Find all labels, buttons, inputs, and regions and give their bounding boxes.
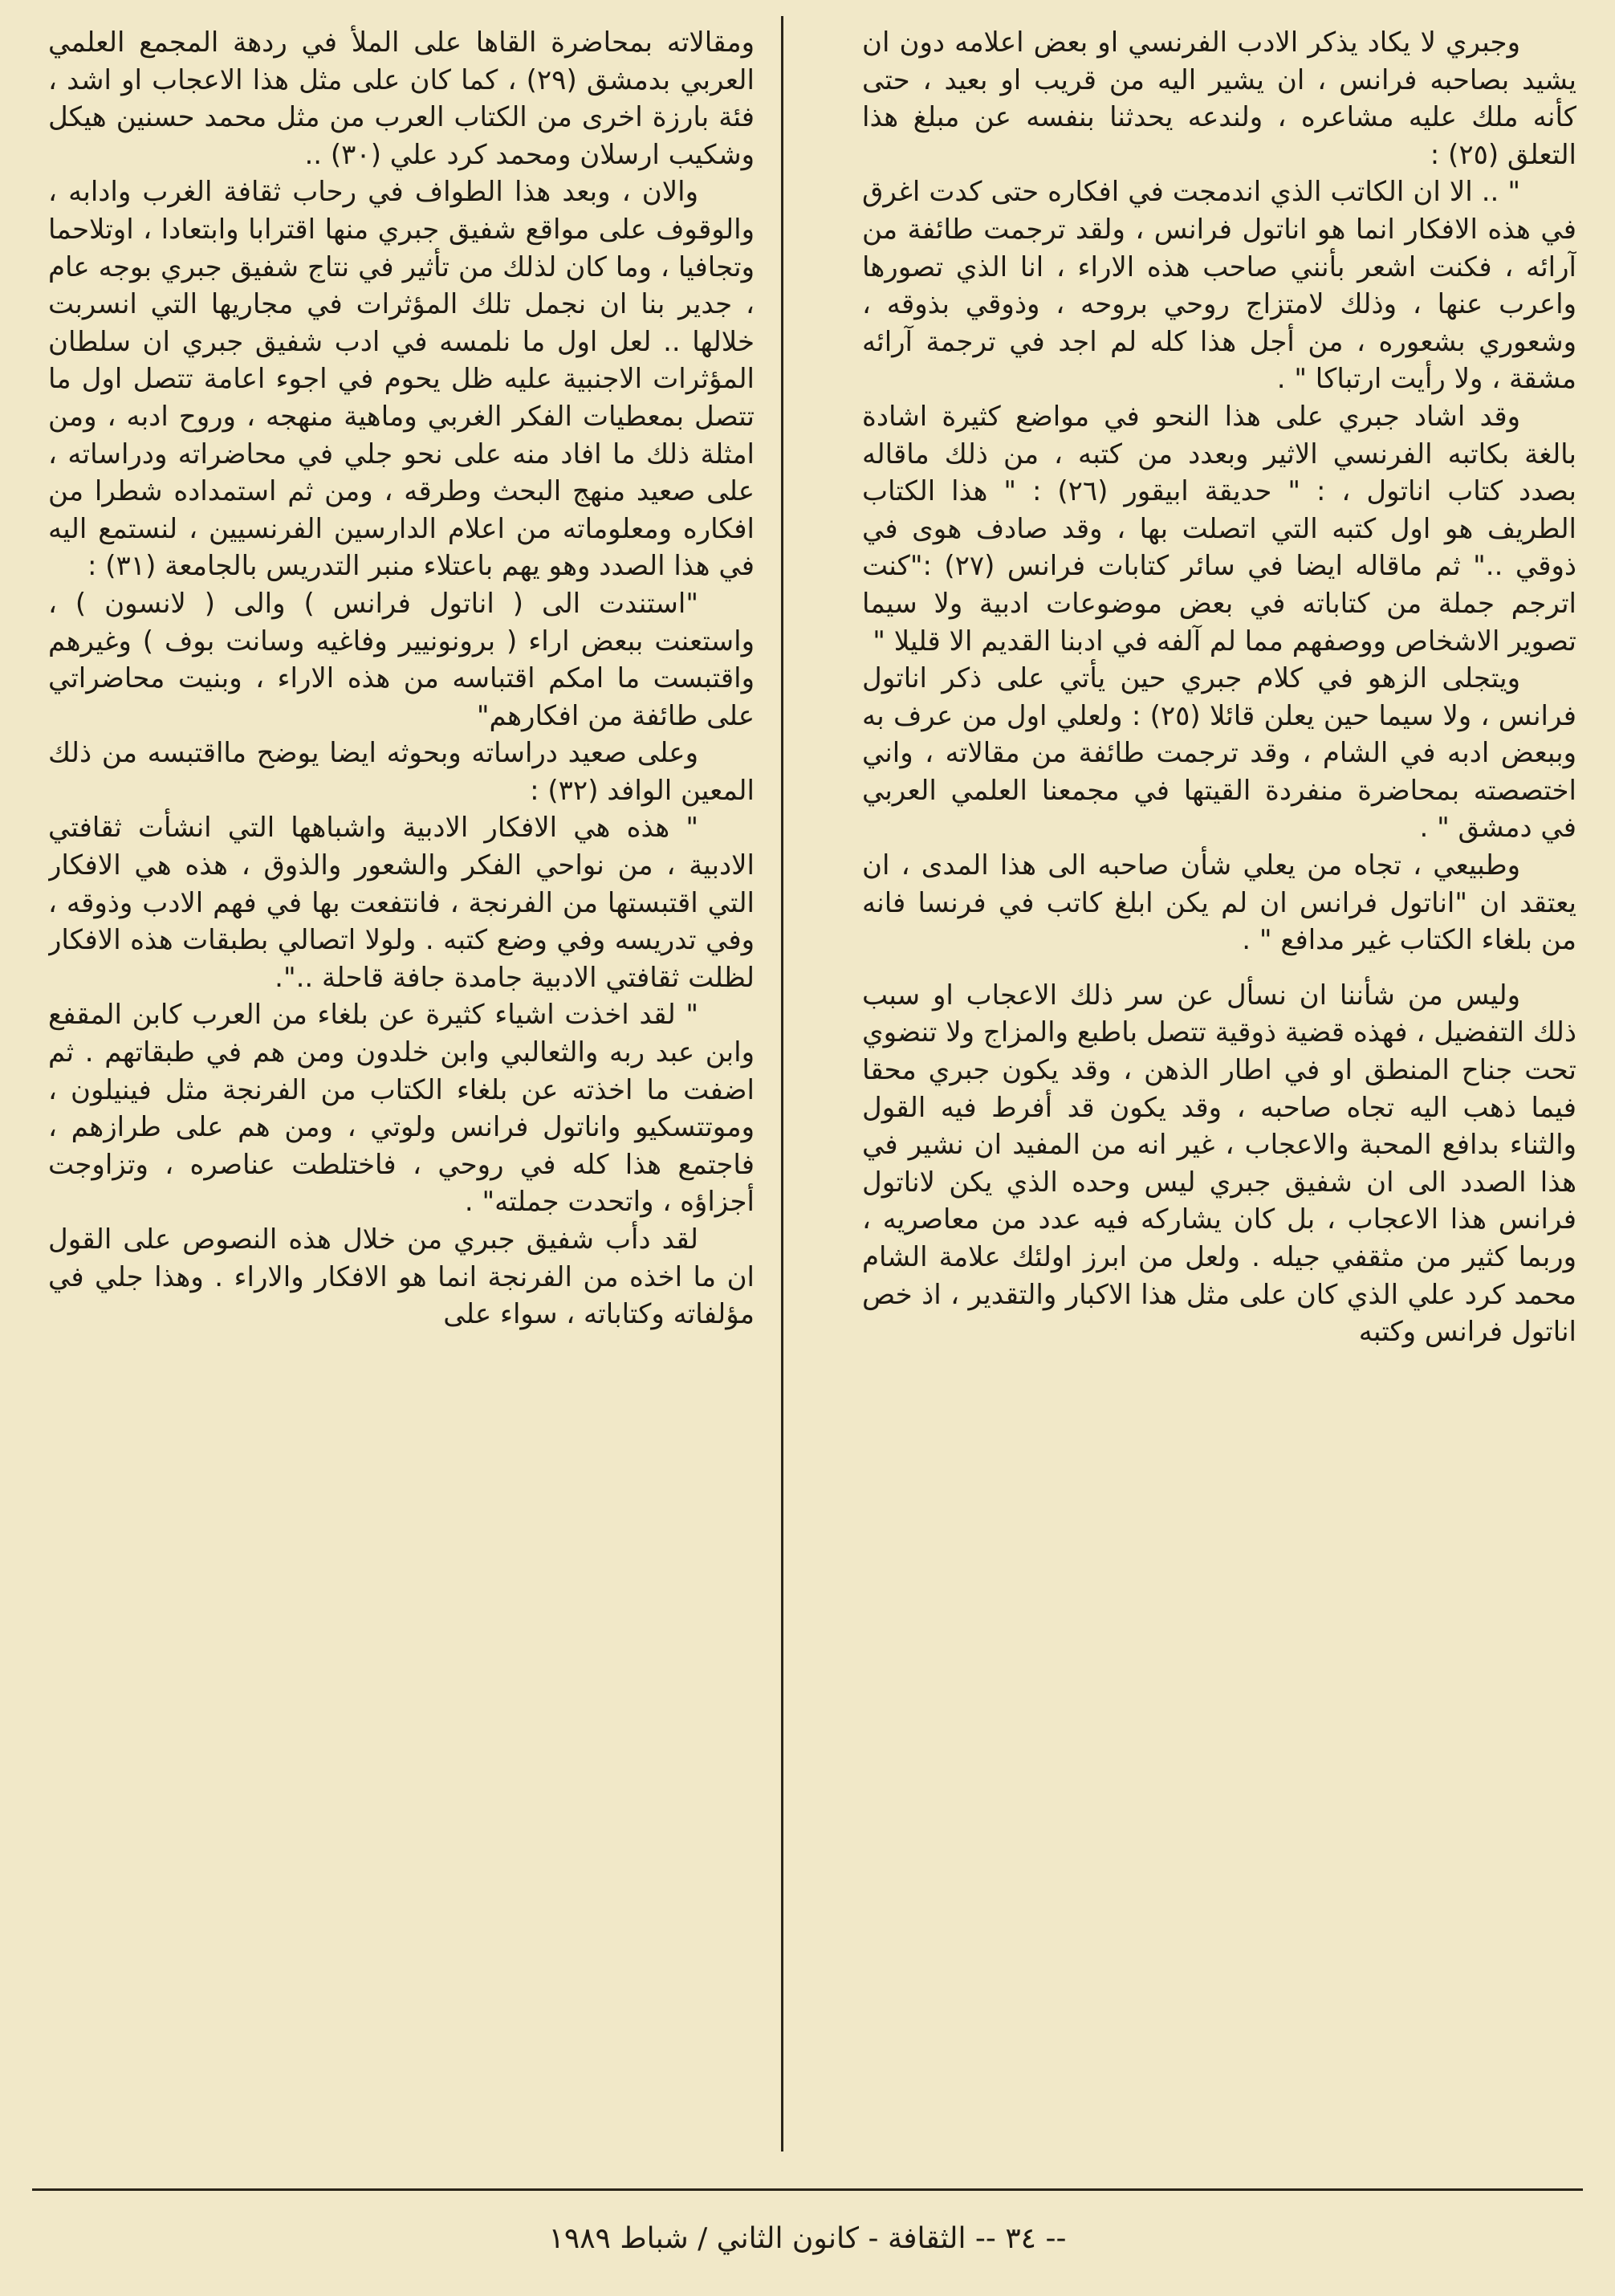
paragraph: وجبري لا يكاد يذكر الادب الفرنسي او بعض اعلامه دون ان يشيد بصاحبه فرانس ، ان يشير اليه من قريب او بعيد ، حتى كأنه ملك عليه مشاعره ، ولندعه يحدثنا بنفسه عن مبلغ هذا التعلق (٢٥) :: [862, 26, 1576, 171]
column-divider: [781, 16, 783, 2151]
quote-paragraph: " هذه هي الافكار الادبية واشباهها التي انشأت ثقافتي الادبية ، من نواحي الفكر والشعور والذوق ، هذه هي الافكار التي اقتبستها من الفرنجة ، فانتفعت بها في فهم الادب وذوقه ، وفي تدريسه وفي وضع كتبه . ولولا اتصالي بطبقات هذه الافكار لظلت ثقافتي الادبية جامدة جافة قاحلة ..".: [48, 812, 755, 994]
footer-rule: [32, 2188, 1583, 2191]
paragraph: لقد دأب شفيق جبري من خلال هذه النصوص على القول ان ما اخذه من الفرنجة انما هو الافكار والاراء . وهذا جلي في مؤلفاته وكتاباته ، سواء على: [48, 1223, 755, 1331]
paragraph: وعلى صعيد دراساته وبحوثه ايضا يوضح مااقتبسه من ذلك المعين الوافد (٣٢) :: [48, 737, 755, 807]
paragraph: ومقالاته بمحاضرة القاها على الملأ في ردهة المجمع العلمي العربي بدمشق (٢٩) ، كما كان على مثل هذا الاعجاب او اشد ، فئة بارزة اخرى من الكتاب العرب من مثل محمد حسنين هيكل وشكيب ارسلان ومحمد كرد علي (٣٠) ..: [48, 26, 755, 171]
page-footer: -- ٣٤ -- الثقافة - كانون الثاني / شباط ١٩٨٩: [548, 2222, 1067, 2255]
right-text-column: [862, 24, 1576, 2143]
paragraph: والان ، وبعد هذا الطواف في رحاب ثقافة الغرب وادابه ، والوقوف على مواقع شفيق جبري منها اقترابا وابتعادا ، اوتلاحما وتجافيا ، وما كان لذلك من تأثير في نتاج شفيق جبري بوجه عام ، جدير بنا ان نجمل تلك المؤثرات في مجاريها التي انسربت خلالها .. لعل اول ما نلمسه في ادب شفيق جبري ان سلطان المؤثرات الاجنبية عليه ظل يحوم في اجوء اعامة تتصل اول ما تتصل بمعطيات الفكر الغربي وماهية منهجه ، وروح ادبه ، ومن امثلة ذلك ما افاد منه على نحو جلي في محاضراته ودراساته ، على صعيد منهج البحث وطرقه ، ومن ثم استمداده شطرا من افكاره ومعلوماته من اعلام الدارسين الفرنسيين ، لنستمع اليه في هذا الصدد وهو يهم باعتلاء منبر التدريس بالجامعة (٣١) :: [48, 176, 755, 583]
quote-paragraph: " .. الا ان الكاتب الذي اندمجت في افكاره حتى كدت اغرق في هذه الافكار انما هو اناتول فرانس ، ولقد ترجمت طائفة من آرائه ، فكنت اشعر بأنني صاحب هذه الاراء ، انا الذي تصورها واعرب عنها ، وذلك لامتزاج روحي بروحه ، وذوقي بذوقه ، وشعوري بشعوره ، من أجل هذا كله لم اجد في ترجمة آرائه مشقة ، ولا رأيت ارتباكا " .: [862, 176, 1576, 396]
paragraph: وطبيعي ، تجاه من يعلي شأن صاحبه الى هذا المدى ، ان يعتقد ان "اناتول فرانس ان لم يكن ابلغ كاتب في فرنسا فانه من بلغاء الكتاب غير مدافع " .: [862, 849, 1576, 957]
paragraph: وليس من شأننا ان نسأل عن سر ذلك الاعجاب او سبب ذلك التفضيل ، فهذه قضية ذوقية تتصل باطبع والمزاج ولا تنضوي تحت جناح المنطق او في اطار الذهن ، وقد يكون جبري محقا فيما ذهب اليه تجاه صاحبه ، وقد يكون قد أفرط فيه القول والثناء بدافع المحبة والاعجاب ، غير انه من المفيد ان نشير في هذا الصدد الى ان شفيق جبري ليس وحده الذي يكن لاناتول فرانس هذا الاعجاب ، بل كان يشاركه فيه عدد من معاصريه ، وربما كثير من مثقفي جيله . ولعل من ابرز اولئك علامة الشام محمد كرد علي الذي كان على مثل هذا الاكبار والتقدير ، اذ خص اناتول فرانس وكتبه: [862, 979, 1576, 1349]
paragraph: وقد اشاد جبري على هذا النحو في مواضع كثيرة اشادة بالغة بكاتبه الفرنسي الاثير وبعدد من كتبه ، من ذلك ماقاله بصدد كتاب اناتول ، : " حديقة ابيقور (٢٦) : " هذا الكتاب الطريف هو اول كتبه التي اتصلت بها ، وقد صادف هوى في ذوقي .." ثم ماقاله ايضا في سائر كتابات فرانس (٢٧) :"كنت اترجم جملة من كتاباته في بعض موضوعات ادبية ولا سيما تصوير الاشخاص ووصفهم مما لم آلفه في ادبنا القديم الا قليلا ": [862, 400, 1576, 657]
left-text-column: [48, 24, 755, 2143]
quote-paragraph: "استندت الى ( اناتول فرانس ) والى ( لانسون ) ، واستعنت ببعض اراء ( برونونيير وفاغيه وسانت بوف ) وغيرهم واقتبست ما امكم اقتباسه من هذه الاراء ، وبنيت محاضراتي على طائفة من افكارهم": [48, 587, 755, 732]
paragraph: ويتجلى الزهو في كلام جبري حين يأتي على ذكر اناتول فرانس ، ولا سيما حين يعلن قائلا (٢٥) : ولعلي اول من عرف به وببعض ادبه في الشام ، وقد ترجمت طائفة من مقالاته ، واني اختصصته بمحاضرة منفردة القيتها في مجمعنا العلمي العربي في دمشق " .: [862, 662, 1576, 845]
quote-paragraph: " لقد اخذت اشياء كثيرة عن بلغاء من العرب كابن المقفع وابن عبد ربه والثعالبي وابن خلدون ومن هم في طبقاتهم . ثم اضفت ما اخذته عن بلغاء الكتاب من الفرنجة مثل فينيلون ، وموتتسكيو واناتول فرانس ولوتي ، ومن هم على طرازهم ، فاجتمع هذا كله في روحي ، فاختلطت عناصره ، وتزاوجت أجزاؤه ، واتحدت جملته" .: [48, 999, 755, 1219]
